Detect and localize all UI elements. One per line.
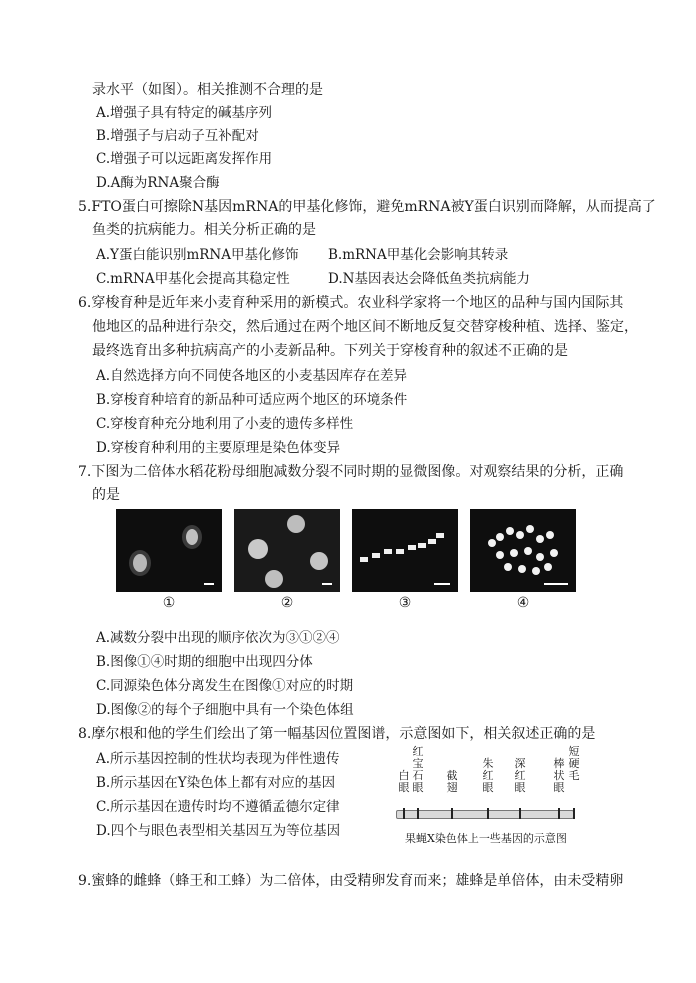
- micrograph-4-caption: ④: [516, 595, 530, 611]
- gene-label-short-bristle: 短硬毛: [568, 745, 580, 782]
- q5-option-d: D.N基因表达会降低鱼类抗病能力: [328, 271, 530, 287]
- q5-option-b: B.mRNA甲基化会影响其转录: [328, 247, 509, 263]
- q6-option-b: B.穿梭育种培育的新品种可适应两个地区的环境条件: [96, 392, 408, 408]
- q5-option-a: A.Y蛋白能识别mRNA甲基化修饰: [96, 247, 299, 263]
- micrograph-3-caption: ③: [398, 595, 412, 611]
- q7-stem-line1: 7.下图为二倍体水稻花粉母细胞减数分裂不同时期的显微图像。对观察结果的分析，正确: [78, 464, 624, 480]
- q4-option-b: B.增强子与启动子互补配对: [96, 128, 259, 144]
- gene-tick: [487, 808, 489, 819]
- q7-option-b: B.图像①④时期的细胞中出现四分体: [96, 654, 313, 670]
- q8-option-c: C.所示基因在遗传时均不遵循孟德尔定律: [96, 799, 340, 815]
- q7-option-a: A.减数分裂中出现的顺序依次为③①②④: [96, 630, 340, 646]
- q5-stem-line2: 鱼类的抗病能力。相关分析正确的是: [92, 222, 316, 238]
- gene-label-ruby-eye: 红宝石眼: [412, 745, 424, 794]
- gene-map-caption: 果蝇X染色体上一些基因的示意图: [405, 832, 567, 845]
- gene-tick: [558, 808, 560, 819]
- q7-option-d: D.图像②的每个子细胞中具有一个染色体组: [96, 702, 354, 718]
- q4-stem: 录水平（如图）。相关推测不合理的是: [92, 82, 323, 98]
- x-chromosome-bar: [396, 810, 574, 819]
- q4-option-a: A.增强子具有特定的碱基序列: [96, 105, 273, 121]
- q8-stem: 8.摩尔根和他的学生们绘出了第一幅基因位置图谱，示意图如下，相关叙述正确的是: [78, 726, 596, 742]
- micrograph-2-caption: ②: [280, 595, 294, 611]
- q7-stem-line2: 的是: [92, 487, 120, 503]
- q6-stem-line3: 最终选育出多种抗病高产的小麦新品种。下列关于穿梭育种的叙述不正确的是: [92, 343, 568, 359]
- gene-tick: [519, 808, 521, 819]
- q6-option-c: C.穿梭育种充分地利用了小麦的遗传多样性: [96, 416, 354, 432]
- q5-stem-line1: 5.FTO蛋白可擦除N基因mRNA的甲基化修饰，避免mRNA被Y蛋白识别而降解，从而提高了: [78, 199, 656, 215]
- q9-stem: 9.蜜蜂的雌蜂（蜂王和工蜂）为二倍体，由受精卵发育而来；雄蜂是单倍体，由未受精卵: [78, 873, 624, 889]
- gene-label-white-eye: 白眼: [398, 769, 410, 794]
- gene-label-vermilion-eye: 朱红眼: [482, 757, 494, 794]
- gene-label-carmine-eye: 深红眼: [514, 757, 526, 794]
- q8-option-a: A.所示基因控制的性状均表现为伴性遗传: [96, 751, 340, 767]
- q4-option-d: D.A酶为RNA聚合酶: [96, 175, 220, 191]
- q6-stem-line1: 6.穿梭育种是近年来小麦育种采用的新模式。农业科学家将一个地区的品种与国内国际其: [78, 295, 624, 311]
- q4-option-c: C.增强子可以远距离发挥作用: [96, 151, 273, 167]
- gene-tick: [573, 808, 575, 819]
- gene-label-cut-wing: 截翅: [446, 769, 458, 794]
- q7-option-c: C.同源染色体分离发生在图像①对应的时期: [96, 678, 354, 694]
- gene-tick: [451, 808, 453, 819]
- q6-option-a: A.自然选择方向不同使各地区的小麦基因库存在差异: [96, 368, 408, 384]
- q8-option-b: B.所示基因在Y染色体上都有对应的基因: [96, 775, 336, 791]
- q6-option-d: D.穿梭育种利用的主要原理是染色体变异: [96, 440, 341, 456]
- micrograph-3: [352, 509, 458, 592]
- gene-tick: [403, 808, 405, 819]
- micrograph-1-caption: ①: [162, 595, 176, 611]
- micrograph-2: [234, 509, 340, 592]
- q5-option-c: C.mRNA甲基化会提高其稳定性: [96, 271, 290, 287]
- micrograph-4: [470, 509, 576, 592]
- gene-tick: [417, 808, 419, 819]
- micrograph-1: [116, 509, 222, 592]
- gene-label-bar-eye: 棒状眼: [553, 757, 565, 794]
- q6-stem-line2: 他地区的品种进行杂交，然后通过在两个地区间不断地反复交替穿梭种植、选择、鉴定，: [92, 319, 638, 335]
- q8-option-d: D.四个与眼色表型相关基因互为等位基因: [96, 823, 341, 839]
